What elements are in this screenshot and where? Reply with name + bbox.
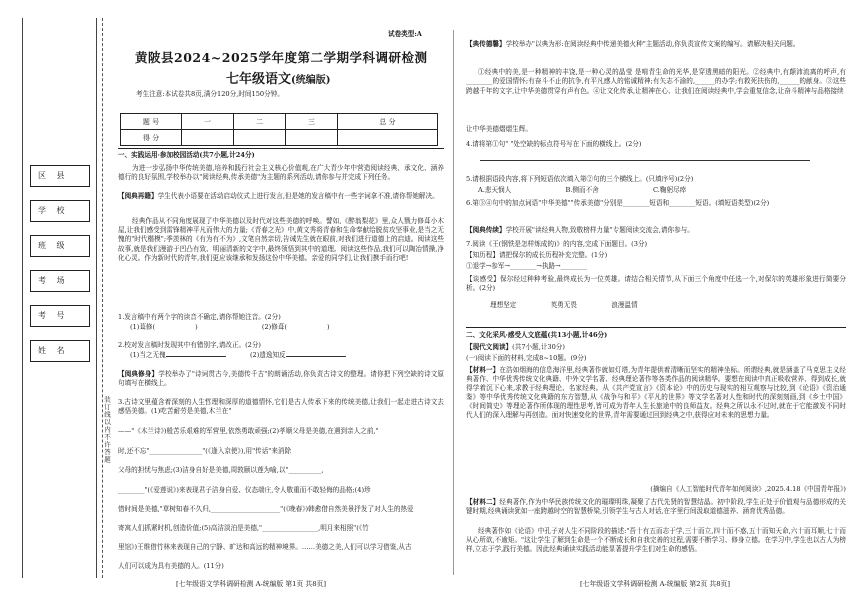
q2-blank-2[interactable] (286, 356, 346, 357)
q5-option-b: B.侧而不舍 (565, 186, 599, 194)
score-cell-header: 题 号 (121, 114, 182, 130)
mat2-text: 经典著作,作为中华民族传统文化的璀璨明珠,凝聚了古代先贤的智慧结晶。初中阶段,学生正处于价值观与品德形成的关键时期,经典诵读犹如一座跨越时空的智慧桥梁,引领学生与古人对话,在字里行间汲取道德滋养、涵育优秀品德。 (466, 498, 846, 515)
group-1: (一)阅读下面的材料,完成8~10题。(9分) (466, 354, 587, 362)
gift-desc: 学校开展"读经典人物,致敬榜样力量"专题阅读交流会,请你参与。 (505, 226, 694, 234)
score-table (120, 113, 438, 146)
q1-close-2: ) (327, 323, 330, 331)
material-2b: 经典著作如《论语》中孔子对人生不同阶段的描述:"吾十有五而志于学,三十而立,四十而不惑,五十而知天命,六十而耳顺,七十而从心所欲,不逾矩。"这让学生了解到生命是一个不断成长和自我完善的过程,需要不断学习、修身立德。在学习中,学生也以古人为榜样,立志于学,践行美德。因此经典诵读实践活动能显著提升学生们对生命的感悟。 (466, 527, 846, 553)
q5-option-c: C.鞠躬尽瘁 (653, 186, 687, 194)
binding-label-exam-no: 考 号 (38, 311, 69, 320)
exam-subtitle (226, 68, 330, 87)
section1-heading: 一、实践运用·参加校园活动(共7小题,计24分) (118, 151, 255, 159)
q7-angle-2: 英勇无畏 (550, 301, 577, 309)
q7-angle-1: 理想坚定 (490, 301, 517, 309)
binding-line-inner (96, 18, 97, 578)
material-1-source: (摘编自《人工智能时代青年如何阅读》,2025.4.18《中国青年报》) (650, 485, 846, 493)
q3-line-3: 父母的担忧与焦虑;(3)洁身自好是美德,周敦颐以莲为喻,以"__________, (118, 466, 324, 474)
q1-answers (130, 323, 430, 332)
q7-quality: 【谈感受】保尔经过种种考验,最终成长为一位英雄。请结合相关情节,从下面三个角度中任选一个,对保尔的英雄形象进行简要分析。(2分) (466, 275, 846, 293)
section2-rule (466, 327, 846, 328)
q7-steps: ①退学→参军→________→执路→________ (466, 262, 588, 270)
q2-answers (130, 351, 430, 360)
right-footer: [七年级语文学科调研检测 A-统编版 第2页 共8页] (580, 580, 730, 588)
reading-task (118, 192, 444, 201)
page-divider (453, 30, 454, 575)
mat1-text: 在浩如烟海的信息海洋里,经典著作就如灯塔,为青年提供着清晰而坚实的精神坐标。所谓经典,就是涵盖了马克思主义经典著作、中华优秀传统文化典籍、中外文学名著、经典理论著作等各类作品的阅读精华。要想在阅读中真正吸收营养、得到成长,就得学着沉下心来,求教于经典理论、名家经典。从《共产党宣言》《资本论》中的历史与现实的相互观察与比较,到《论语》《资治通鉴》等中华优秀传统文化典籍的东方智慧,从《战争与和平》《平凡的世界》等文学名著对人性和时代的深刻刻画,到《乡土中国》《时间简史》等理论著作所体现的理性思考,皆可成为青年人生长旅途中的良师益友。经典之所以永不过时,就在于它能激发不同时代人们的深入理解与再创造。面对快速变化的世界,青年需要通过回到经典之中,获得应对未来的思想力量。 (466, 366, 846, 419)
exam-notice: 考生注意:本试卷共8页,满分120分,时间150分钟。 (136, 90, 284, 98)
q7-angle-3: 浪漫温情 (611, 301, 638, 309)
reading-desc: 学生代表小语要在活动启动仪式上进行发言,但是她的发言稿中有一些字词拿不准,请你帮她解决。 (157, 192, 439, 200)
question-3-head: 3.古诗文里蕴含着深刻的人生哲理和深厚的道德情怀,它们是古人传承下来的传统美德,让我们一起走进古诗文去感悟美德。(1)吃苦耐劳是美德,木兰在" (118, 398, 444, 416)
modern-head: (共7小题,计30分) (512, 343, 565, 351)
score-cell-header: 二 (233, 114, 285, 130)
subject-title: 七年级语文 (226, 72, 292, 87)
exam-title: 黄陂县2024~2025学年度第二学期学科调研检测 (135, 50, 428, 65)
score-cell-header: 总 分 (337, 114, 437, 130)
question-6: 6.第③④句中的加点词语"中华美德""传承美德"分别是________短语和________短语。(填短语类型)(2分) (466, 199, 770, 207)
q3-line-8: 人们可以成为具有美德的人。(11分) (118, 562, 224, 570)
score-row-label: 得 分 (121, 130, 182, 146)
q7-angles (490, 301, 830, 310)
q7-know: 【知历程】请把保尔的成长历程补充完整。(1分) (466, 251, 608, 259)
material-1 (466, 366, 846, 420)
rec-passage: ①经典中的美,是一种精神的丰饶,是一种心灵的晶莹 是啃青生命的光华,是穿透黑暗的阳光。②经典中,有颠沛流离的呼声,有________的爱国情怀;有奋斗不止的抗争,有平凡感人的铭诚精神;有矢志不渝的,______的办学;有救死扶伤的,______的献身。③这些跨越千年的文字,让中华美德贯穿有声有色。④让文化传承,让精神在心、让我们在阅读经典中,学会重复信念,让奋斗精神与品格接续 (466, 68, 846, 95)
q5-options (478, 186, 838, 195)
question-7: 7.阅读《王(钢铁是怎样炼成的)》的内容,完成下面题目。(3分) (466, 240, 648, 248)
q2-item-1: (1)当之无傀 (130, 351, 166, 359)
question-4: 4.请将第①句" "处空缺的标点符号写在下面的横线上。(2分) (466, 140, 642, 148)
q3-line-7: 里馆》)王维借竹林来表现自己的宁静、旷达和高远的精神境界。……美德之美,人们可以学习借鉴,从古 (118, 543, 412, 551)
score-cell-header: 一 (182, 114, 234, 130)
q3-line-4: ________"(《爱莲说》)来表现君子洁身自爱、仪态端庄,令人敬重而不敢轻侮的品格;(4)珍 (118, 486, 371, 494)
modern-reading (466, 343, 846, 352)
binding-label-room: 考 场 (38, 276, 69, 285)
speech-text: 经典作品从不同角度展现了中华美德以及时代对这些美德的呼唤。譬如,《醉翁梨花》里,众人戮力修葺小木屋,让我们感受到雷锋精神平凡而伟大的力量;《青春之光》中,黄文秀将青春和生命奉献给脱贫攻坚事业,是当之无愧的"时代楷模";季羡林的《有为有不为》,文笔自然亲切,告诫先生就在眼前,对我们进行道德上的启迪。阅读这些故事,就是我们漫游于凹凸有致、明丽清新的文字中,最终领悟到其中的道理。阅读这些作品,我们可以陶冶情操,净化心灵。作为新时代的青年,我们更应该继承和发扬这份中华美德。亲爱的同学们,让我们携手而行吧! (118, 217, 444, 262)
rec-desc: 学校举办"以典为形:在阅读经典中传递美德火种"主题活动,你负责宣传文案的编写。请解决相关问题。 (505, 40, 800, 48)
binding-label-class: 班 级 (38, 241, 69, 250)
question-1: 1.发言稿中有两个字的读音不确定,请你帮她注音。(2分) (118, 313, 281, 321)
modern-tag: 【现代文阅读】 (466, 343, 513, 351)
binding-label-district: 区 县 (38, 171, 69, 180)
paper-type: 试卷类型:A (388, 30, 422, 38)
rec-task (466, 40, 846, 49)
left-footer: [七年级语文学科调研检测 A-统编版 第1页 共8页] (176, 580, 326, 588)
score-input-2[interactable] (233, 130, 285, 146)
binding-line-outer (22, 18, 23, 578)
q1-item-2: (2)修葺( (261, 323, 288, 331)
q2-item-2: (2)遗逸知反 (249, 351, 286, 359)
binding-label-name: 姓 名 (38, 346, 69, 355)
question-5: 5.请根据语段内容,将下列短语依次填入第②句的三个横线上。(只填序号)(2分) (466, 175, 694, 183)
gift-task (466, 226, 846, 235)
score-cell-header: 三 (285, 114, 337, 130)
rec-tag: 【典传德馨】 (466, 40, 506, 48)
mat1-tag: 【材料一】 (466, 366, 500, 374)
binding-label-school: 学 校 (38, 206, 69, 215)
q5-option-a: A.悲天悯人 (478, 186, 512, 194)
score-input-total[interactable] (337, 130, 437, 146)
question-2: 2.校对发言稿时发现其中有错别字,请改正。(2分) (118, 341, 262, 349)
reading-tag: 【阅典再籍】 (118, 192, 158, 200)
section2-heading: 二、文化采风·感受人文底蕴(共13小题,计46分) (466, 331, 608, 339)
poem-desc: 学校举办了"诗词贯古今,美德传千古"的朗诵活动,你负责古诗文的整理。请你把下列空缺的诗文原句填写在横线上。 (118, 370, 444, 388)
q4-answer-line[interactable] (480, 160, 810, 161)
poem-tag: 【阅典修身】 (118, 370, 159, 378)
score-input-1[interactable] (182, 130, 234, 146)
seal-note: 装订线以内不许答题 (103, 396, 111, 464)
material-2 (466, 498, 846, 516)
edition-label: (统编版) (291, 75, 331, 86)
gift-tag: 【阅典传续】 (466, 226, 506, 234)
section1-rule (118, 148, 444, 149)
q3-line-1: ——"《木兰诗》)般苦乐艰难的军营里,依然勇敢顽强;(2)孝顺父母是美德,在遇到亲人之前," (118, 427, 379, 435)
q3-line-5: 惜时间是美德,"草树知春不久归,_____________________"(《晚春》)韩愈借自然美景抒发了对人生的热爱 (118, 505, 414, 513)
binding-dash (102, 18, 103, 578)
score-input-3[interactable] (285, 130, 337, 146)
q1-close: ) (195, 323, 198, 331)
poem-task (118, 370, 444, 389)
rec-passage-end: 让中华美德熠熠生辉。 (466, 125, 532, 133)
q3-line-6: 寄寓人们抓紧时机,创造价值;(5)高洁淡泊是美德,"_________________,明月来相照"(《竹 (118, 524, 369, 532)
mat2-tag: 【材料二】 (466, 498, 500, 506)
section1-intro: 为进一步弘扬中华传统美德,培养和践行社会主义核心价值观,在广大青少年中营造阅读经典、承文化、涵养德行的良好氛围,学校举办以"阅读经典,传承美德"为主题的系列活动,请你参与并完成下列任务。 (118, 164, 444, 182)
q3-line-2: 时,还不忘"________________"(《逢入京使》),用"传话"来消除 (118, 447, 292, 455)
q1-item-1: (1)葺修( (130, 323, 156, 331)
q2-blank-1[interactable] (166, 356, 226, 357)
